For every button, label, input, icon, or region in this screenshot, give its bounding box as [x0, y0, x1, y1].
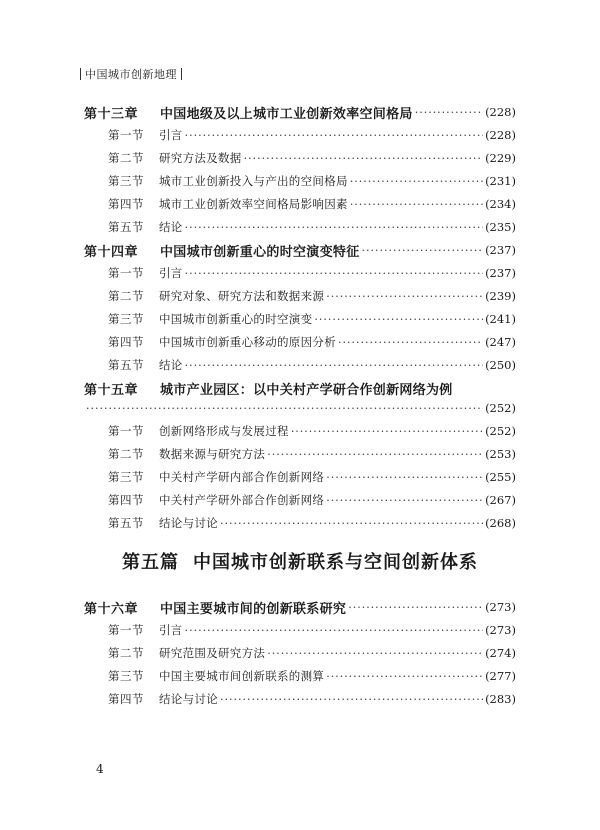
chapter-number: 第十五章	[84, 382, 139, 398]
section-number: 第三节	[108, 174, 144, 188]
dot-leader	[185, 221, 483, 234]
page-number: (277)	[485, 669, 516, 683]
dot-leader	[326, 471, 483, 484]
toc-section[interactable]	[108, 620, 516, 640]
dot-leader	[220, 517, 483, 530]
dot-leader	[291, 425, 483, 438]
dot-leader	[348, 601, 483, 614]
section-title: 中国主要城市间创新联系的测算	[159, 669, 325, 683]
toc-section[interactable]	[108, 194, 516, 214]
toc-chapter-15[interactable]	[84, 378, 516, 398]
toc-section[interactable]	[108, 263, 516, 283]
toc-section[interactable]	[108, 444, 516, 464]
dot-leader	[185, 624, 483, 637]
page-number: (228)	[485, 128, 516, 142]
page-number: (231)	[485, 174, 516, 188]
page-number: (237)	[485, 266, 516, 280]
chapter-number: 第十六章	[84, 601, 139, 617]
page-number: (273)	[485, 623, 516, 637]
section-title: 中国城市创新重心的时空演变	[159, 312, 313, 326]
section-number: 第一节	[108, 128, 144, 142]
toc-section[interactable]	[108, 421, 516, 441]
toc-section[interactable]	[108, 513, 516, 533]
chapter-title: 城市产业园区：以中关村产学研合作创新网络为例	[160, 382, 453, 398]
section-number: 第五节	[108, 220, 144, 234]
page-number: (273)	[485, 600, 516, 614]
section-title: 结论与讨论	[159, 516, 218, 530]
toc-section[interactable]	[108, 171, 516, 191]
toc-chapter-16[interactable]	[84, 597, 516, 617]
page-number: (239)	[485, 289, 516, 303]
page-number: (253)	[485, 447, 516, 461]
dot-leader	[267, 647, 483, 660]
section-title: 研究对象、研究方法和数据来源	[159, 289, 325, 303]
section-title: 研究范围及研究方法	[159, 646, 266, 660]
part-title: 中国城市创新联系与空间创新体系	[193, 552, 478, 573]
section-number: 第四节	[108, 335, 144, 349]
section-number: 第五节	[108, 358, 144, 372]
section-title: 中关村产学研内部合作创新网络	[159, 470, 325, 484]
section-title: 中关村产学研外部合作创新网络	[159, 493, 325, 507]
dot-leader	[267, 448, 483, 461]
toc-section[interactable]	[108, 643, 516, 663]
dot-leader	[314, 313, 483, 326]
toc-section[interactable]	[108, 355, 516, 375]
section-number: 第二节	[108, 151, 144, 165]
chapter-number: 第十三章	[84, 106, 139, 122]
page-number: (268)	[485, 516, 516, 530]
section-title: 城市工业创新投入与产出的空间格局	[159, 174, 348, 188]
section-title: 城市工业创新效率空间格局影响因素	[159, 197, 348, 211]
dot-leader	[185, 359, 483, 372]
running-head-right-rule	[181, 68, 182, 80]
page-number: (255)	[485, 470, 516, 484]
section-number: 第二节	[108, 289, 144, 303]
toc-chapter-13[interactable]	[84, 102, 516, 122]
dot-leader	[244, 152, 483, 165]
running-head-title: 中国城市创新地理	[85, 68, 177, 81]
toc-section[interactable]	[108, 148, 516, 168]
section-number: 第一节	[108, 266, 144, 280]
dot-leader	[338, 336, 483, 349]
dot-leader	[326, 494, 483, 507]
page-number: (228)	[485, 105, 516, 119]
page-number: (234)	[485, 197, 516, 211]
section-number: 第一节	[108, 424, 144, 438]
running-head	[80, 66, 182, 82]
part-number: 第五篇	[122, 552, 179, 573]
section-number: 第三节	[108, 669, 144, 683]
section-number: 第四节	[108, 493, 144, 507]
dot-leader	[326, 670, 483, 683]
page-number: (247)	[485, 335, 516, 349]
page-number: (235)	[485, 220, 516, 234]
page-number: (267)	[485, 493, 516, 507]
toc-section[interactable]	[108, 467, 516, 487]
chapter-title: 中国城市创新重心的时空演变特征	[160, 244, 360, 260]
section-title: 数据来源与研究方法	[159, 447, 266, 461]
dot-leader	[326, 290, 483, 303]
section-number: 第四节	[108, 692, 144, 706]
chapter-title: 中国主要城市间的创新联系研究	[160, 601, 347, 617]
toc-section[interactable]	[108, 666, 516, 686]
section-title: 结论	[159, 220, 183, 234]
section-number: 第二节	[108, 646, 144, 660]
part-heading	[0, 548, 600, 574]
page-number: (283)	[485, 692, 516, 706]
page-number: (229)	[485, 151, 516, 165]
section-title: 中国城市创新重心移动的原因分析	[159, 335, 336, 349]
section-title: 引言	[159, 623, 183, 637]
page-number: (241)	[485, 312, 516, 326]
dot-leader	[185, 267, 483, 280]
dot-leader	[185, 129, 483, 142]
toc-section[interactable]	[108, 490, 516, 510]
section-number: 第一节	[108, 623, 144, 637]
chapter-number: 第十四章	[84, 244, 139, 260]
toc-chapter-15-page-line[interactable]	[84, 398, 516, 418]
dot-leader	[220, 693, 483, 706]
running-head-left-rule	[80, 68, 81, 80]
section-title: 研究方法及数据	[159, 151, 242, 165]
toc-section[interactable]	[108, 689, 516, 709]
page-number: (252)	[485, 424, 516, 438]
toc-section[interactable]	[108, 309, 516, 329]
folio-page-number: 4	[96, 762, 104, 776]
dot-leader	[362, 244, 484, 257]
section-number: 第三节	[108, 470, 144, 484]
dot-leader	[415, 106, 483, 119]
section-number: 第四节	[108, 197, 144, 211]
page-number: (252)	[485, 401, 516, 415]
toc-section[interactable]	[108, 332, 516, 352]
toc-chapter-14[interactable]	[84, 240, 516, 260]
section-title: 引言	[159, 266, 183, 280]
chapter-title: 中国地级及以上城市工业创新效率空间格局	[160, 106, 413, 122]
section-title: 结论与讨论	[159, 692, 218, 706]
section-number: 第二节	[108, 447, 144, 461]
section-title: 创新网络形成与发展过程	[159, 424, 289, 438]
toc-section[interactable]	[108, 286, 516, 306]
toc-section[interactable]	[108, 125, 516, 145]
page-number: (237)	[485, 243, 516, 257]
dot-leader	[350, 175, 483, 188]
toc-section[interactable]	[108, 217, 516, 237]
page-number: (250)	[485, 358, 516, 372]
section-title: 结论	[159, 358, 183, 372]
section-number: 第五节	[108, 516, 144, 530]
page-number: (274)	[485, 646, 516, 660]
section-number: 第三节	[108, 312, 144, 326]
dot-leader	[350, 198, 483, 211]
dot-leader	[86, 402, 483, 415]
section-title: 引言	[159, 128, 183, 142]
